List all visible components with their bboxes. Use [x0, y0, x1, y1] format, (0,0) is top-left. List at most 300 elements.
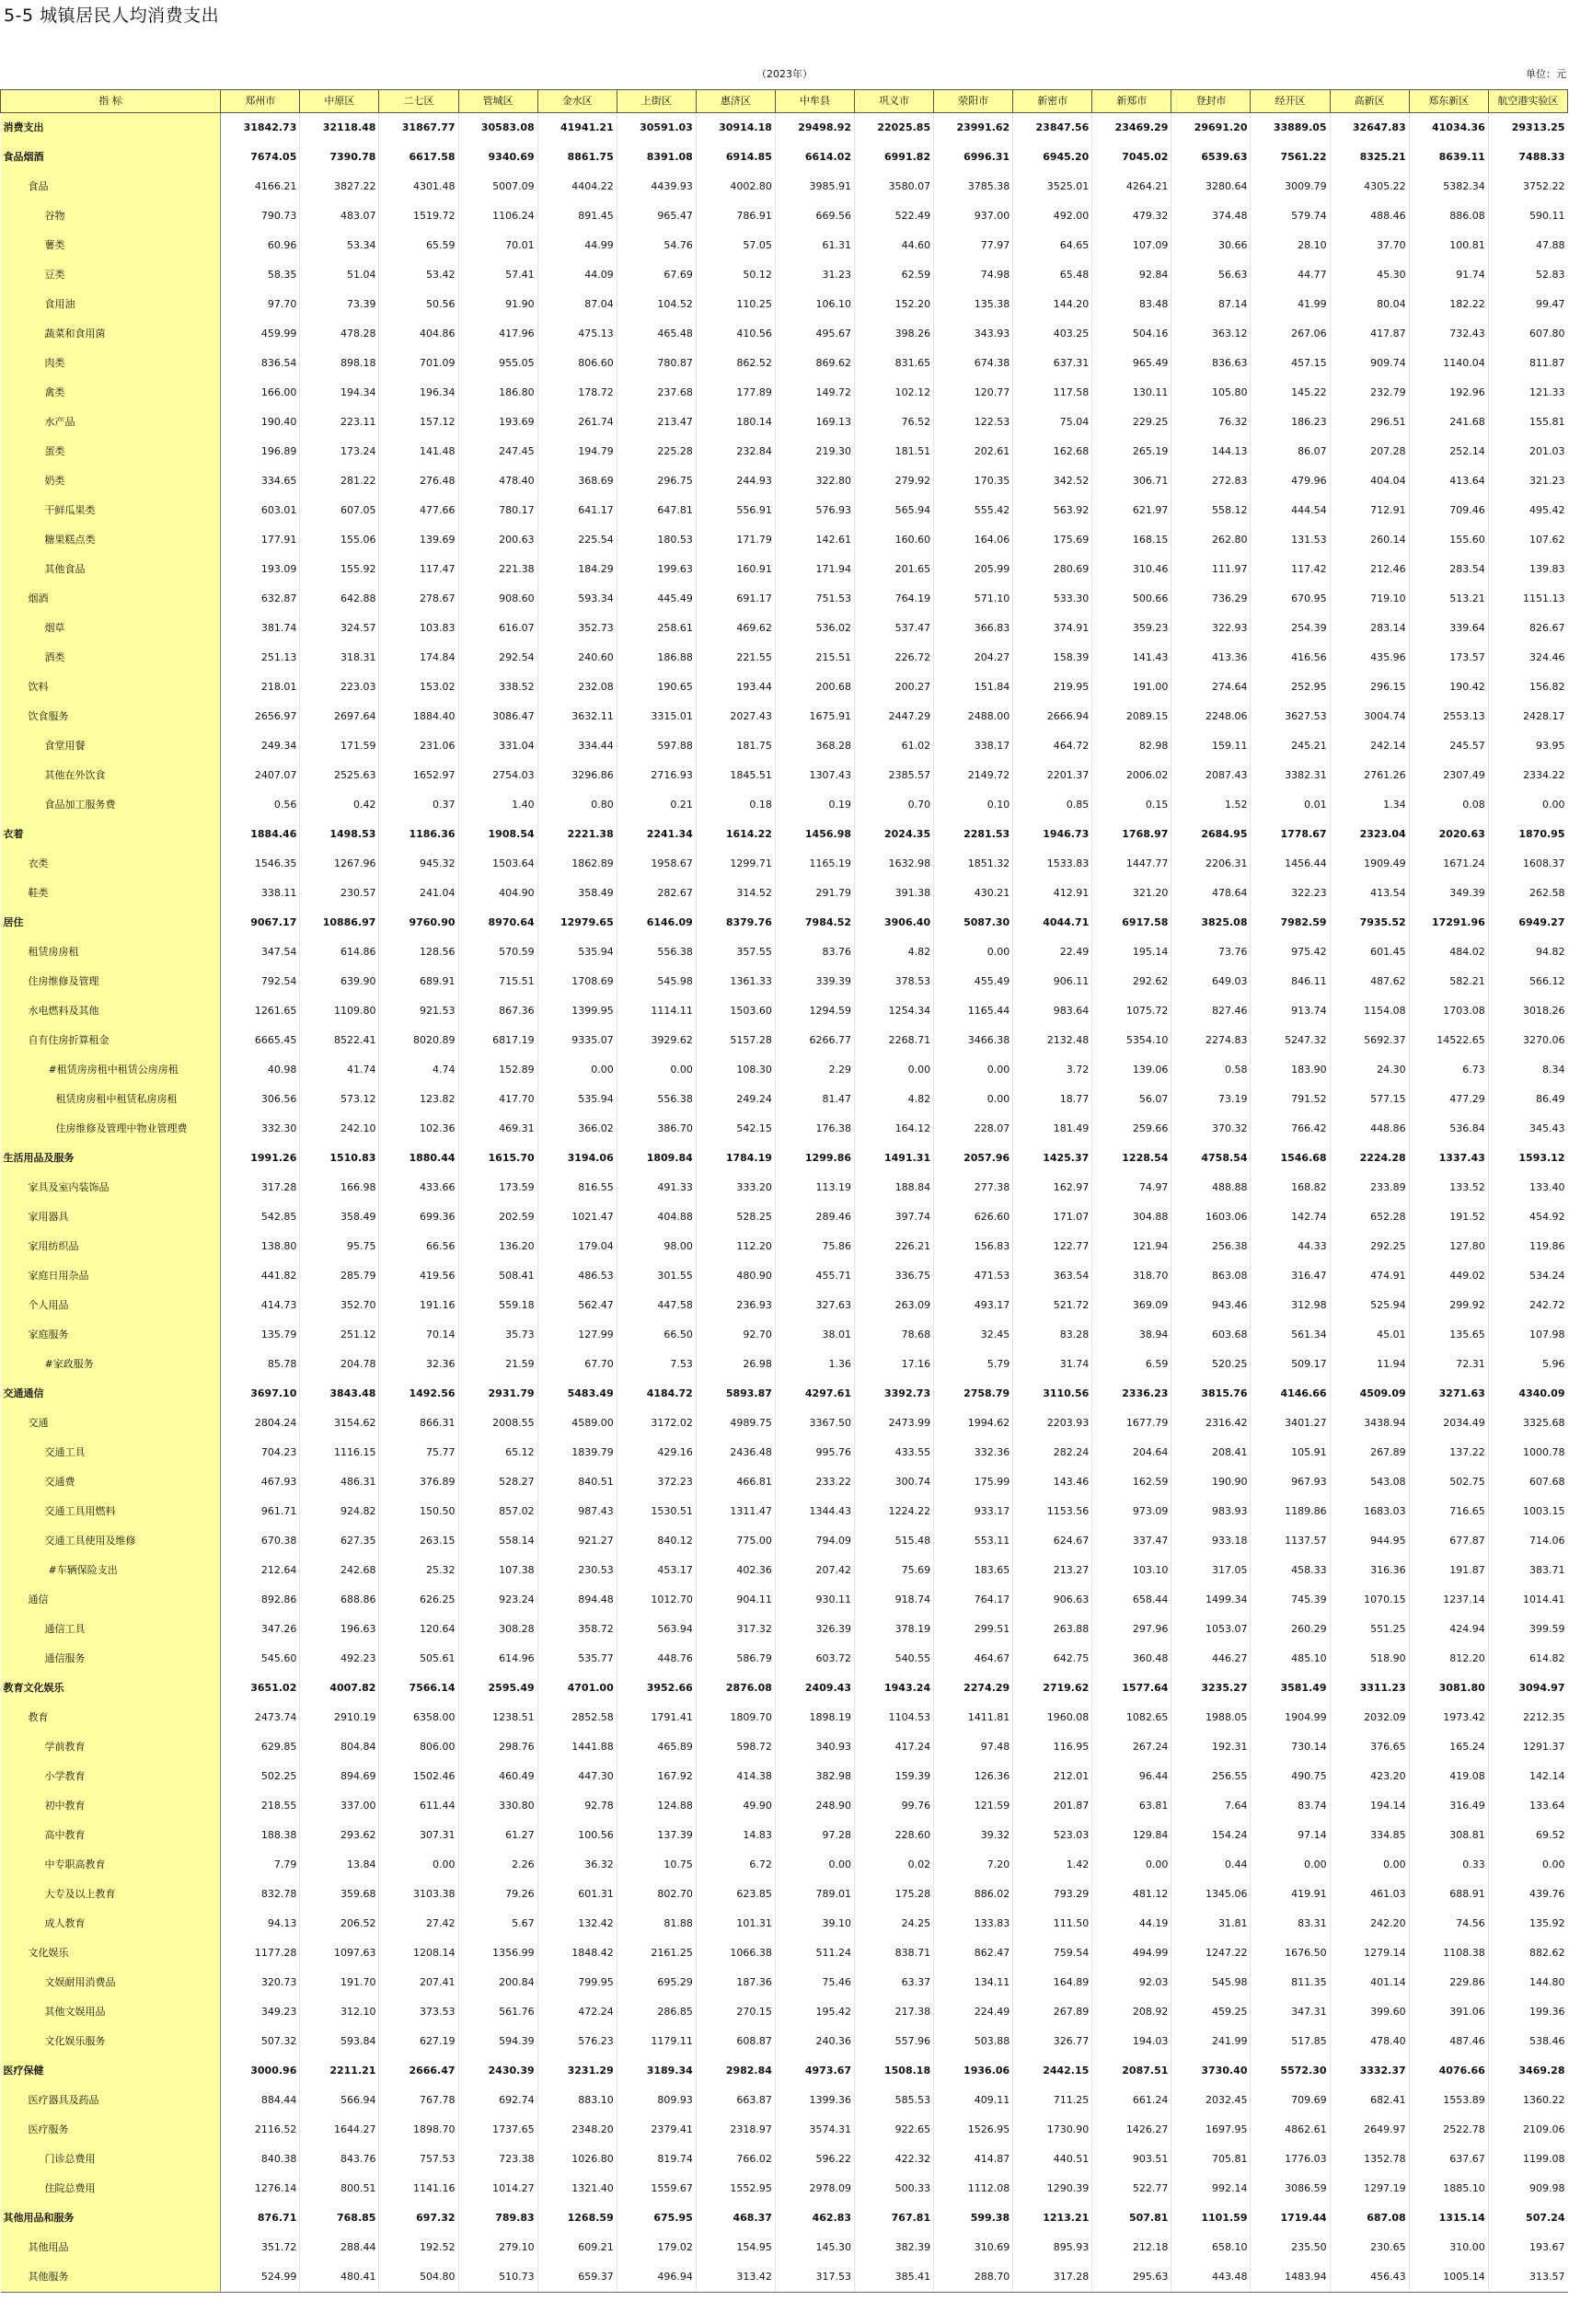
table-cell: 1189.86 [1251, 1497, 1330, 1526]
table-cell: 6949.27 [1488, 908, 1567, 938]
table-cell: 196.63 [300, 1615, 379, 1644]
table-cell: 231.06 [379, 731, 458, 761]
table-cell: 382.39 [855, 2233, 934, 2262]
table-row [1, 1644, 1568, 1674]
table-cell: 232.84 [696, 437, 775, 466]
table-cell: 414.38 [696, 1762, 775, 1791]
table-cell: 455.49 [934, 967, 1013, 996]
table-cell: 1719.44 [1251, 2203, 1330, 2233]
table-cell: 3697.10 [221, 1379, 300, 1409]
table-cell: 333.20 [696, 1173, 775, 1202]
table-cell: 2910.19 [300, 1703, 379, 1732]
table-cell: 629.85 [221, 1732, 300, 1762]
table-cell: 133.52 [1409, 1173, 1488, 1202]
table-cell: 603.68 [1171, 1320, 1251, 1350]
table-cell: 291.79 [775, 879, 854, 908]
table-cell: 312.10 [300, 1997, 379, 2027]
table-cell: 894.48 [537, 1585, 617, 1615]
table-cell: 320.73 [221, 1968, 300, 1997]
table-cell: 1958.67 [617, 849, 696, 879]
table-cell: 481.12 [1092, 1880, 1171, 1909]
table-cell: 156.82 [1488, 673, 1567, 702]
table-cell: 184.29 [537, 555, 617, 584]
table-cell: 187.36 [696, 1968, 775, 1997]
table-cell: 448.86 [1330, 1114, 1409, 1144]
table-cell: 535.94 [537, 1085, 617, 1114]
table-cell: 7.53 [617, 1350, 696, 1379]
table-cell: 4701.00 [537, 1674, 617, 1703]
table-cell: 433.55 [855, 1438, 934, 1467]
table-cell: 863.08 [1171, 1261, 1251, 1291]
table-cell: 242.10 [300, 1114, 379, 1144]
table-cell: 103.10 [1092, 1556, 1171, 1585]
table-cell: 351.72 [221, 2233, 300, 2262]
table-cell: 241.99 [1171, 2027, 1251, 2056]
table-cell: 49.90 [696, 1791, 775, 1821]
table-cell: 94.13 [221, 1909, 300, 1939]
table-cell: 345.43 [1488, 1114, 1567, 1144]
table-cell: 100.56 [537, 1821, 617, 1850]
row-label: 烟草 [1, 614, 221, 643]
table-cell: 1946.73 [1013, 820, 1092, 849]
table-cell: 261.74 [537, 408, 617, 437]
table-cell: 1510.83 [300, 1144, 379, 1173]
column-header: 荥阳市 [934, 90, 1013, 113]
table-cell: 70.14 [379, 1320, 458, 1350]
table-cell: 447.58 [617, 1291, 696, 1320]
table-cell: 819.74 [617, 2145, 696, 2174]
column-header: 管城区 [458, 90, 537, 113]
table-cell: 2473.99 [855, 1409, 934, 1438]
table-cell: 786.91 [696, 201, 775, 231]
table-cell: 505.61 [379, 1644, 458, 1674]
column-header: 高新区 [1330, 90, 1409, 113]
table-cell: 64.65 [1013, 231, 1092, 260]
table-cell: 279.92 [855, 466, 934, 496]
table-cell: 296.75 [617, 466, 696, 496]
table-cell: 308.81 [1409, 1821, 1488, 1850]
table-row [1, 1526, 1568, 1556]
table-cell: 2212.35 [1488, 1703, 1567, 1732]
table-cell: 92.70 [696, 1320, 775, 1350]
table-row [1, 2027, 1568, 2056]
table-cell: 2761.26 [1330, 761, 1409, 790]
table-cell: 181.75 [696, 731, 775, 761]
row-label: 饮食服务 [1, 702, 221, 731]
table-cell: 1014.27 [458, 2174, 537, 2203]
column-header: 上街区 [617, 90, 696, 113]
table-cell: 133.64 [1488, 1791, 1567, 1821]
table-cell: 490.75 [1251, 1762, 1330, 1791]
table-cell: 123.82 [379, 1085, 458, 1114]
table-cell: 3785.38 [934, 172, 1013, 201]
table-cell: 321.20 [1092, 879, 1171, 908]
table-cell: 780.87 [617, 349, 696, 378]
row-label: 干鲜瓜果类 [1, 496, 221, 525]
table-cell: 288.44 [300, 2233, 379, 2262]
table-cell: 1697.95 [1171, 2115, 1251, 2145]
table-cell: 840.51 [537, 1467, 617, 1497]
table-cell: 193.69 [458, 408, 537, 437]
table-cell: 240.36 [775, 2027, 854, 2056]
table-cell: 8379.76 [696, 908, 775, 938]
table-cell: 517.85 [1251, 2027, 1330, 2056]
row-label: 医疗保健 [1, 2056, 221, 2086]
table-cell: 39.32 [934, 1821, 1013, 1850]
table-cell: 4002.80 [696, 172, 775, 201]
table-cell: 521.72 [1013, 1291, 1092, 1320]
table-cell: 358.72 [537, 1615, 617, 1644]
table-row [1, 172, 1568, 201]
table-cell: 95.75 [300, 1232, 379, 1261]
table-row [1, 731, 1568, 761]
table-cell: 2032.45 [1171, 2086, 1251, 2115]
table-cell: 318.31 [300, 643, 379, 673]
table-cell: 249.24 [696, 1085, 775, 1114]
table-cell: 200.27 [855, 673, 934, 702]
table-cell: 565.94 [855, 496, 934, 525]
table-cell: 793.29 [1013, 1880, 1092, 1909]
table-cell: 338.11 [221, 879, 300, 908]
table-cell: 687.08 [1330, 2203, 1409, 2233]
table-row [1, 1261, 1568, 1291]
table-cell: 478.40 [1330, 2027, 1409, 2056]
table-cell: 1603.06 [1171, 1202, 1251, 1232]
table-cell: 1553.89 [1409, 2086, 1488, 2115]
table-cell: 799.95 [537, 1968, 617, 1997]
table-cell: 87.04 [537, 290, 617, 319]
table-cell: 433.66 [379, 1173, 458, 1202]
table-cell: 171.59 [300, 731, 379, 761]
table-cell: 135.92 [1488, 1909, 1567, 1939]
table-cell: 102.36 [379, 1114, 458, 1144]
table-cell: 5572.30 [1251, 2056, 1330, 2086]
table-cell: 2201.37 [1013, 761, 1092, 790]
table-cell: 6266.77 [775, 1026, 854, 1055]
table-cell: 191.70 [300, 1968, 379, 1997]
table-cell: 0.56 [221, 790, 300, 820]
table-cell: 0.02 [855, 1850, 934, 1880]
table-cell: 525.94 [1330, 1291, 1409, 1320]
table-cell: 63.81 [1092, 1791, 1171, 1821]
table-cell: 1213.21 [1013, 2203, 1092, 2233]
row-label: 烟酒 [1, 584, 221, 614]
table-cell: 563.92 [1013, 496, 1092, 525]
table-cell: 4166.21 [221, 172, 300, 201]
table-cell: 1519.72 [379, 201, 458, 231]
table-cell: 208.41 [1171, 1438, 1251, 1467]
table-cell: 649.03 [1171, 967, 1251, 996]
table-cell: 586.79 [696, 1644, 775, 1674]
table-cell: 5692.37 [1330, 1026, 1409, 1055]
table-cell: 188.38 [221, 1821, 300, 1850]
table-cell: 82.98 [1092, 731, 1171, 761]
table-cell: 1012.70 [617, 1585, 696, 1615]
table-cell: 1675.91 [775, 702, 854, 731]
table-cell: 168.82 [1251, 1173, 1330, 1202]
table-cell: 65.48 [1013, 260, 1092, 290]
table-cell: 2161.25 [617, 1939, 696, 1968]
table-cell: 0.33 [1409, 1850, 1488, 1880]
table-cell: 145.30 [775, 2233, 854, 2262]
table-cell: 285.79 [300, 1261, 379, 1291]
table-cell: 2032.09 [1330, 1703, 1409, 1732]
table-cell: 404.04 [1330, 466, 1409, 496]
table-row [1, 1791, 1568, 1821]
table-cell: 1426.27 [1092, 2115, 1171, 2145]
table-cell: 0.00 [537, 1055, 617, 1085]
table-cell: 5247.32 [1251, 1026, 1330, 1055]
table-cell: 0.37 [379, 790, 458, 820]
table-cell: 8639.11 [1409, 143, 1488, 172]
table-cell: 136.20 [458, 1232, 537, 1261]
table-cell: 3825.08 [1171, 908, 1251, 938]
table-cell: 2318.97 [696, 2115, 775, 2145]
table-cell: 67.69 [617, 260, 696, 290]
table-cell: 469.62 [696, 614, 775, 643]
table-cell: 1070.15 [1330, 1585, 1409, 1615]
table-cell: 162.97 [1013, 1173, 1092, 1202]
table-cell: 3730.40 [1171, 2056, 1251, 2086]
table-cell: 237.68 [617, 378, 696, 408]
table-cell: 30583.08 [458, 113, 537, 144]
table-cell: 181.51 [855, 437, 934, 466]
table-cell: 5.79 [934, 1350, 1013, 1379]
table-cell: 120.64 [379, 1615, 458, 1644]
table-cell: 453.17 [617, 1556, 696, 1585]
table-cell: 53.42 [379, 260, 458, 290]
table-cell: 381.74 [221, 614, 300, 643]
row-label: 初中教育 [1, 1791, 221, 1821]
table-cell: 85.78 [221, 1350, 300, 1379]
table-cell: 297.96 [1092, 1615, 1171, 1644]
table-cell: 507.24 [1488, 2203, 1567, 2233]
table-cell: 1247.22 [1171, 1939, 1251, 1968]
table-cell: 339.64 [1409, 614, 1488, 643]
table-cell: 79.26 [458, 1880, 537, 1909]
table-cell: 94.82 [1488, 938, 1567, 967]
year-label: （2023年） [756, 68, 813, 80]
table-cell: 1778.67 [1251, 820, 1330, 849]
table-cell: 444.54 [1251, 496, 1330, 525]
table-cell: 376.65 [1330, 1732, 1409, 1762]
table-cell: 909.74 [1330, 349, 1409, 378]
table-row [1, 2233, 1568, 2262]
table-cell: 732.43 [1409, 319, 1488, 349]
table-cell: 39.10 [775, 1909, 854, 1939]
table-cell: 1936.06 [934, 2056, 1013, 2086]
table-cell: 430.21 [934, 879, 1013, 908]
table-cell: 688.86 [300, 1585, 379, 1615]
table-cell: 61.31 [775, 231, 854, 260]
column-header: 登封市 [1171, 90, 1251, 113]
table-cell: 2804.24 [221, 1409, 300, 1438]
table-cell: 561.76 [458, 1997, 537, 2027]
table-cell: 31842.73 [221, 113, 300, 144]
table-cell: 386.70 [617, 1114, 696, 1144]
table-row [1, 849, 1568, 879]
table-cell: 3172.02 [617, 1409, 696, 1438]
table-cell: 3574.31 [775, 2115, 854, 2145]
row-label: 肉类 [1, 349, 221, 378]
table-cell: 173.24 [300, 437, 379, 466]
table-cell: 14.83 [696, 1821, 775, 1850]
table-cell: 225.28 [617, 437, 696, 466]
table-cell: 73.76 [1171, 938, 1251, 967]
table-cell: 410.56 [696, 319, 775, 349]
table-cell: 1267.96 [300, 849, 379, 879]
table-cell: 391.06 [1409, 1997, 1488, 2027]
table-cell: 241.68 [1409, 408, 1488, 437]
row-label: 水电燃料及其他 [1, 996, 221, 1026]
table-cell: 260.29 [1251, 1615, 1330, 1644]
table-cell: 104.52 [617, 290, 696, 319]
table-cell: 536.84 [1409, 1114, 1488, 1144]
table-cell: 736.29 [1171, 584, 1251, 614]
table-cell: 368.69 [537, 466, 617, 496]
table-cell: 556.91 [696, 496, 775, 525]
table-cell: 488.88 [1171, 1173, 1251, 1202]
table-cell: 553.11 [934, 1526, 1013, 1556]
table-cell: 614.82 [1488, 1644, 1567, 1674]
table-cell: 175.99 [934, 1467, 1013, 1497]
table-cell: 603.01 [221, 496, 300, 525]
table-cell: 730.14 [1251, 1732, 1330, 1762]
table-cell: 884.44 [221, 2086, 300, 2115]
table-cell: 10886.97 [300, 908, 379, 938]
row-label: #家政服务 [1, 1350, 221, 1379]
table-cell: 7561.22 [1251, 143, 1330, 172]
table-cell: 921.27 [537, 1526, 617, 1556]
table-cell: 478.40 [458, 466, 537, 496]
table-cell: 1973.42 [1409, 1703, 1488, 1732]
table-cell: 334.85 [1330, 1821, 1409, 1850]
table-cell: 2525.63 [300, 761, 379, 790]
table-cell: 573.12 [300, 1085, 379, 1114]
table-cell: 152.20 [855, 290, 934, 319]
row-label: 糖果糕点类 [1, 525, 221, 555]
table-cell: 117.42 [1251, 555, 1330, 584]
table-cell: 245.57 [1409, 731, 1488, 761]
table-cell: 376.89 [379, 1467, 458, 1497]
table-cell: 1683.03 [1330, 1497, 1409, 1526]
table-cell: 60.96 [221, 231, 300, 260]
table-cell: 201.03 [1488, 437, 1567, 466]
table-cell: 337.00 [300, 1791, 379, 1821]
table-cell: 689.91 [379, 967, 458, 996]
table-cell: 2316.42 [1171, 1409, 1251, 1438]
table-cell: 374.91 [1013, 614, 1092, 643]
table-cell: 27.42 [379, 1909, 458, 1939]
table-cell: 458.33 [1251, 1556, 1330, 1585]
table-cell: 1261.65 [221, 996, 300, 1026]
table-cell: 767.81 [855, 2203, 934, 2233]
table-cell: 1137.57 [1251, 1526, 1330, 1556]
table-cell: 745.39 [1251, 1585, 1330, 1615]
table-cell: 642.75 [1013, 1644, 1092, 1674]
table-cell: 1499.34 [1171, 1585, 1251, 1615]
table-cell: 310.00 [1409, 2233, 1488, 2262]
table-cell: 215.51 [775, 643, 854, 673]
table-cell: 593.34 [537, 584, 617, 614]
table-cell: 186.23 [1251, 408, 1330, 437]
table-row [1, 1821, 1568, 1850]
table-cell: 2982.84 [696, 2056, 775, 2086]
table-cell: 413.36 [1171, 643, 1251, 673]
table-cell: 923.24 [458, 1585, 537, 1615]
table-cell: 179.04 [537, 1232, 617, 1261]
table-cell: 332.36 [934, 1438, 1013, 1467]
table-cell: 0.70 [855, 790, 934, 820]
table-cell: 836.63 [1171, 349, 1251, 378]
table-cell: 524.99 [221, 2262, 300, 2293]
table-cell: 4305.22 [1330, 172, 1409, 201]
table-cell: 8970.64 [458, 908, 537, 938]
table-cell: 324.46 [1488, 643, 1567, 673]
table-row [1, 790, 1568, 820]
table-cell: 3094.97 [1488, 1674, 1567, 1703]
table-cell: 1456.44 [1251, 849, 1330, 879]
table-cell: 462.83 [775, 2203, 854, 2233]
table-cell: 0.85 [1013, 790, 1092, 820]
table-cell: 955.05 [458, 349, 537, 378]
table-cell: 256.55 [1171, 1762, 1251, 1791]
table-cell: 883.10 [537, 2086, 617, 2115]
table-cell: 637.31 [1013, 349, 1092, 378]
table-cell: 63.37 [855, 1968, 934, 1997]
table-cell: 195.14 [1092, 938, 1171, 967]
row-label: 豆类 [1, 260, 221, 290]
table-cell: 906.63 [1013, 1585, 1092, 1615]
table-cell: 709.46 [1409, 496, 1488, 525]
row-label: 租赁房房租中租赁私房房租 [1, 1085, 221, 1114]
table-cell: 139.06 [1092, 1055, 1171, 1085]
table-cell: 245.21 [1251, 731, 1330, 761]
table-cell: 695.29 [617, 1968, 696, 1997]
table-cell: 181.49 [1013, 1114, 1092, 1144]
table-cell: 142.61 [775, 525, 854, 555]
table-cell: 23469.29 [1092, 113, 1171, 144]
table-cell: 3985.91 [775, 172, 854, 201]
table-cell: 17291.96 [1409, 908, 1488, 938]
table-row [1, 143, 1568, 172]
table-cell: 2931.79 [458, 1379, 537, 1409]
table-cell: 86.07 [1251, 437, 1330, 466]
table-cell: 182.22 [1409, 290, 1488, 319]
table-cell: 2407.07 [221, 761, 300, 790]
table-cell: 199.36 [1488, 1997, 1567, 2027]
table-cell: 7674.05 [221, 143, 300, 172]
table-cell: 30914.18 [696, 113, 775, 144]
table-cell: 349.23 [221, 1997, 300, 2027]
table-cell: 45.30 [1330, 260, 1409, 290]
table-cell: 317.05 [1171, 1556, 1251, 1585]
table-cell: 1321.40 [537, 2174, 617, 2203]
table-cell: 9340.69 [458, 143, 537, 172]
table-cell: 248.90 [775, 1791, 854, 1821]
row-label: 门诊总费用 [1, 2145, 221, 2174]
table-cell: 97.14 [1251, 1821, 1330, 1850]
table-cell: 219.30 [775, 437, 854, 466]
table-row [1, 555, 1568, 584]
table-cell: 179.02 [617, 2233, 696, 2262]
table-cell: 1297.19 [1330, 2174, 1409, 2203]
table-cell: 1337.43 [1409, 1144, 1488, 1173]
table-cell: 443.48 [1171, 2262, 1251, 2293]
table-cell: 751.53 [775, 584, 854, 614]
table-cell: 263.15 [379, 1526, 458, 1556]
table-cell: 1114.11 [617, 996, 696, 1026]
